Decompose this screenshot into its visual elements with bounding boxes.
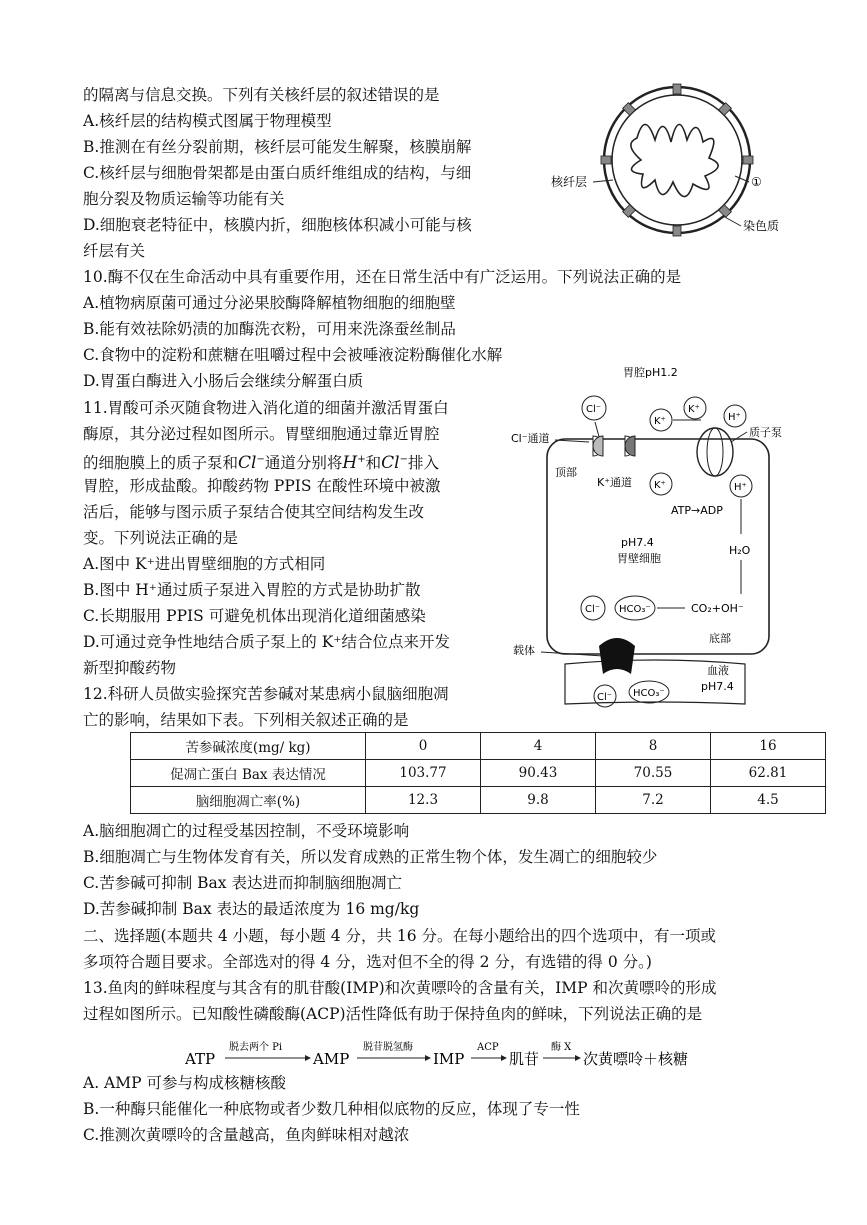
label-nuclear-lamina: 核纤层 bbox=[551, 175, 588, 189]
q13-option-a: A. AMP 可参与构成核糖核酸 bbox=[83, 1074, 286, 1092]
q13-option-b: B.一种酶只能催化一种底物或者少数几种相似底物的反应，体现了专一性 bbox=[83, 1100, 580, 1118]
q12-option-d: D.苦参碱抑制 Bax 表达的最适浓度为 16 mg/kg bbox=[83, 900, 420, 918]
q13-option-c: C.推测次黄嘌呤的含量越高，鱼肉鲜味相对越浓 bbox=[83, 1126, 410, 1144]
k-top-2: K⁺ bbox=[688, 404, 700, 415]
q11-stem-3: 的细胞膜上的质子泵和Cl−通道分别将H+和Cl−排入 bbox=[83, 453, 439, 474]
q11-stem-5: 活后，能够与图示质子泵结合使其空间结构发生改 bbox=[83, 503, 425, 521]
q9-option-b: B.推测在有丝分裂前期，核纤层可能发生解聚，核膜崩解 bbox=[83, 138, 472, 156]
h-top: H⁺ bbox=[728, 412, 741, 423]
label-atp-adp: ATP→ADP bbox=[671, 504, 723, 517]
nuclear-lamina-figure bbox=[545, 80, 785, 240]
q10-option-a: A.植物病原菌可通过分泌果胶酶降解植物细胞的细胞壁 bbox=[83, 294, 456, 312]
table-cell: 促凋亡蛋白 Bax 表达情况 bbox=[131, 760, 366, 787]
cl-cell: Cl⁻ bbox=[585, 604, 601, 615]
table-cell: 脑细胞凋亡率(%) bbox=[131, 787, 366, 814]
q12-stem-1: 12.科研人员做实验探究苦参碱对某患病小鼠脑细胞凋 bbox=[83, 685, 449, 703]
q12-option-a: A.脑细胞凋亡的过程受基因控制，不受环境影响 bbox=[83, 822, 410, 840]
label-apical: 顶部 bbox=[555, 466, 577, 479]
table-cell: 12.3 bbox=[366, 787, 481, 814]
q13-pathway bbox=[185, 1038, 705, 1070]
q9-option-c: C.核纤层与细胞骨架都是由蛋白质纤维组成的结构，与细 bbox=[83, 164, 472, 182]
q9-option-c-cont: 胞分裂及物质运输等功能有关 bbox=[83, 190, 285, 208]
label-lumen: 胃腔pH1.2 bbox=[623, 366, 678, 379]
table-cell: 62.81 bbox=[711, 760, 826, 787]
table-cell: 90.43 bbox=[481, 760, 596, 787]
q12-option-b: B.细胞凋亡与生物体发育有关，所以发育成熟的正常生物个体，发生凋亡的细胞较少 bbox=[83, 848, 658, 866]
label-chromatin: 染色质 bbox=[743, 219, 780, 233]
q13-stem-2: 过程如图所示。已知酸性磷酸酶(ACP)活性降低有助于保持鱼肉的鲜味，下列说法正确的是 bbox=[83, 1005, 703, 1023]
hco3-blood: HCO₃⁻ bbox=[633, 688, 665, 699]
table-cell: 70.55 bbox=[596, 760, 711, 787]
label-proton-pump: 质子泵 bbox=[749, 426, 782, 439]
table-row bbox=[131, 760, 826, 787]
k-bottom: K⁺ bbox=[654, 480, 666, 491]
pathway-arrow4-label: 酶 X bbox=[551, 1042, 572, 1053]
q11-stem-1: 11.胃酸可杀灭随食物进入消化道的细菌并激活胃蛋白 bbox=[83, 399, 449, 417]
pathway-products: 次黄嘌呤＋核糖 bbox=[583, 1050, 689, 1068]
label-carrier: 载体 bbox=[513, 644, 535, 657]
q9-option-d: D.细胞衰老特征中，核膜内折，细胞核体积减小可能与核 bbox=[83, 216, 472, 234]
table-cell: 8 bbox=[596, 733, 711, 760]
q12-table bbox=[130, 732, 826, 814]
table-cell: 9.8 bbox=[481, 787, 596, 814]
q12-option-c: C.苦参碱可抑制 Bax 表达进而抑制脑细胞凋亡 bbox=[83, 874, 402, 892]
table-cell: 4.5 bbox=[711, 787, 826, 814]
pathway-amp: AMP bbox=[313, 1050, 350, 1068]
label-blood: 血液 bbox=[707, 664, 729, 677]
pathway-arrow3-label: ACP bbox=[477, 1042, 499, 1053]
table-cell: 7.2 bbox=[596, 787, 711, 814]
q11-option-b: B.图中 H⁺通过质子泵进入胃腔的方式是协助扩散 bbox=[83, 581, 421, 599]
q10-stem: 10.酶不仅在生命活动中具有重要作用，还在日常生活中有广泛运用。下列说法正确的是 bbox=[83, 268, 682, 286]
label-cell-name: 胃壁细胞 bbox=[617, 552, 661, 565]
cl-blood: Cl⁻ bbox=[597, 692, 613, 703]
label-ph-cell: pH7.4 bbox=[621, 536, 654, 549]
section2-heading: 二、选择题(本题共 4 小题，每小题 4 分，共 16 分。在每小题给出的四个选项中，有一项或 bbox=[83, 927, 717, 945]
q11-option-d-cont: 新型抑酸药物 bbox=[83, 659, 177, 677]
pathway-inosine: 肌苷 bbox=[509, 1050, 540, 1068]
q13-stem-1: 13.鱼肉的鲜味程度与其含有的肌苷酸(IMP)和次黄嘌呤的含量有关，IMP 和次黄嘌呤的形成 bbox=[83, 979, 717, 997]
q11-option-c: C.长期服用 PPIS 可避免机体出现消化道细菌感染 bbox=[83, 607, 426, 625]
label-co2-oh: CO₂+OH⁻ bbox=[691, 602, 744, 615]
label-ph-blood: pH7.4 bbox=[701, 680, 734, 693]
label-1: ① bbox=[751, 175, 762, 189]
parietal-cell-figure bbox=[505, 364, 795, 714]
table-cell: 4 bbox=[481, 733, 596, 760]
pathway-imp: IMP bbox=[433, 1050, 465, 1068]
q11-stem-4: 胃腔，形成盐酸。抑酸药物 PPIS 在酸性环境中被激 bbox=[83, 477, 441, 495]
label-cl-channel: Cl⁻通道 bbox=[511, 432, 550, 445]
pathway-arrow2-label: 脱苷脱氢酶 bbox=[363, 1042, 413, 1053]
q9-option-d-cont: 纤层有关 bbox=[83, 242, 146, 260]
table-cell: 103.77 bbox=[366, 760, 481, 787]
hco3-cell: HCO₃⁻ bbox=[619, 604, 651, 615]
table-cell: 苦参碱浓度(mg/ kg) bbox=[131, 733, 366, 760]
q10-option-c: C.食物中的淀粉和蔗糖在咀嚼过程中会被唾液淀粉酶催化水解 bbox=[83, 346, 503, 364]
table-row bbox=[131, 787, 826, 814]
table-cell: 16 bbox=[711, 733, 826, 760]
q11-option-d: D.可通过竞争性地结合质子泵上的 K⁺结合位点来开发 bbox=[83, 633, 450, 651]
q11-stem-2: 酶原，其分泌过程如图所示。胃壁细胞通过靠近胃腔 bbox=[83, 425, 440, 443]
label-k-channel: K⁺通道 bbox=[597, 476, 633, 489]
cl-top: Cl⁻ bbox=[586, 404, 602, 415]
q12-stem-2: 亡的影响，结果如下表。下列相关叙述正确的是 bbox=[83, 711, 409, 729]
table-row bbox=[131, 733, 826, 760]
q11-stem-6: 变。下列说法正确的是 bbox=[83, 529, 239, 547]
pathway-arrow1-label: 脱去两个 Pi bbox=[229, 1042, 283, 1053]
k-top-1: K⁺ bbox=[654, 416, 666, 427]
h-bottom: H⁺ bbox=[734, 482, 747, 493]
pathway-atp: ATP bbox=[185, 1050, 216, 1068]
q10-option-b: B.能有效祛除奶渍的加酶洗衣粉，可用来洗涤蚕丝制品 bbox=[83, 320, 456, 338]
q11-option-a: A.图中 K⁺进出胃壁细胞的方式相同 bbox=[83, 555, 326, 573]
section2-heading-cont: 多项符合题目要求。全部选对的得 4 分，选对但不全的得 2 分，有选错的得 0 分。) bbox=[83, 953, 652, 971]
label-basal: 底部 bbox=[709, 632, 731, 645]
q9-stem: 的隔离与信息交换。下列有关核纤层的叙述错误的是 bbox=[83, 86, 440, 104]
q9-option-a: A.核纤层的结构模式图属于物理模型 bbox=[83, 112, 332, 130]
label-h2o: H₂O bbox=[729, 544, 751, 557]
q10-option-d: D.胃蛋白酶进入小肠后会继续分解蛋白质 bbox=[83, 372, 364, 390]
table-cell: 0 bbox=[366, 733, 481, 760]
